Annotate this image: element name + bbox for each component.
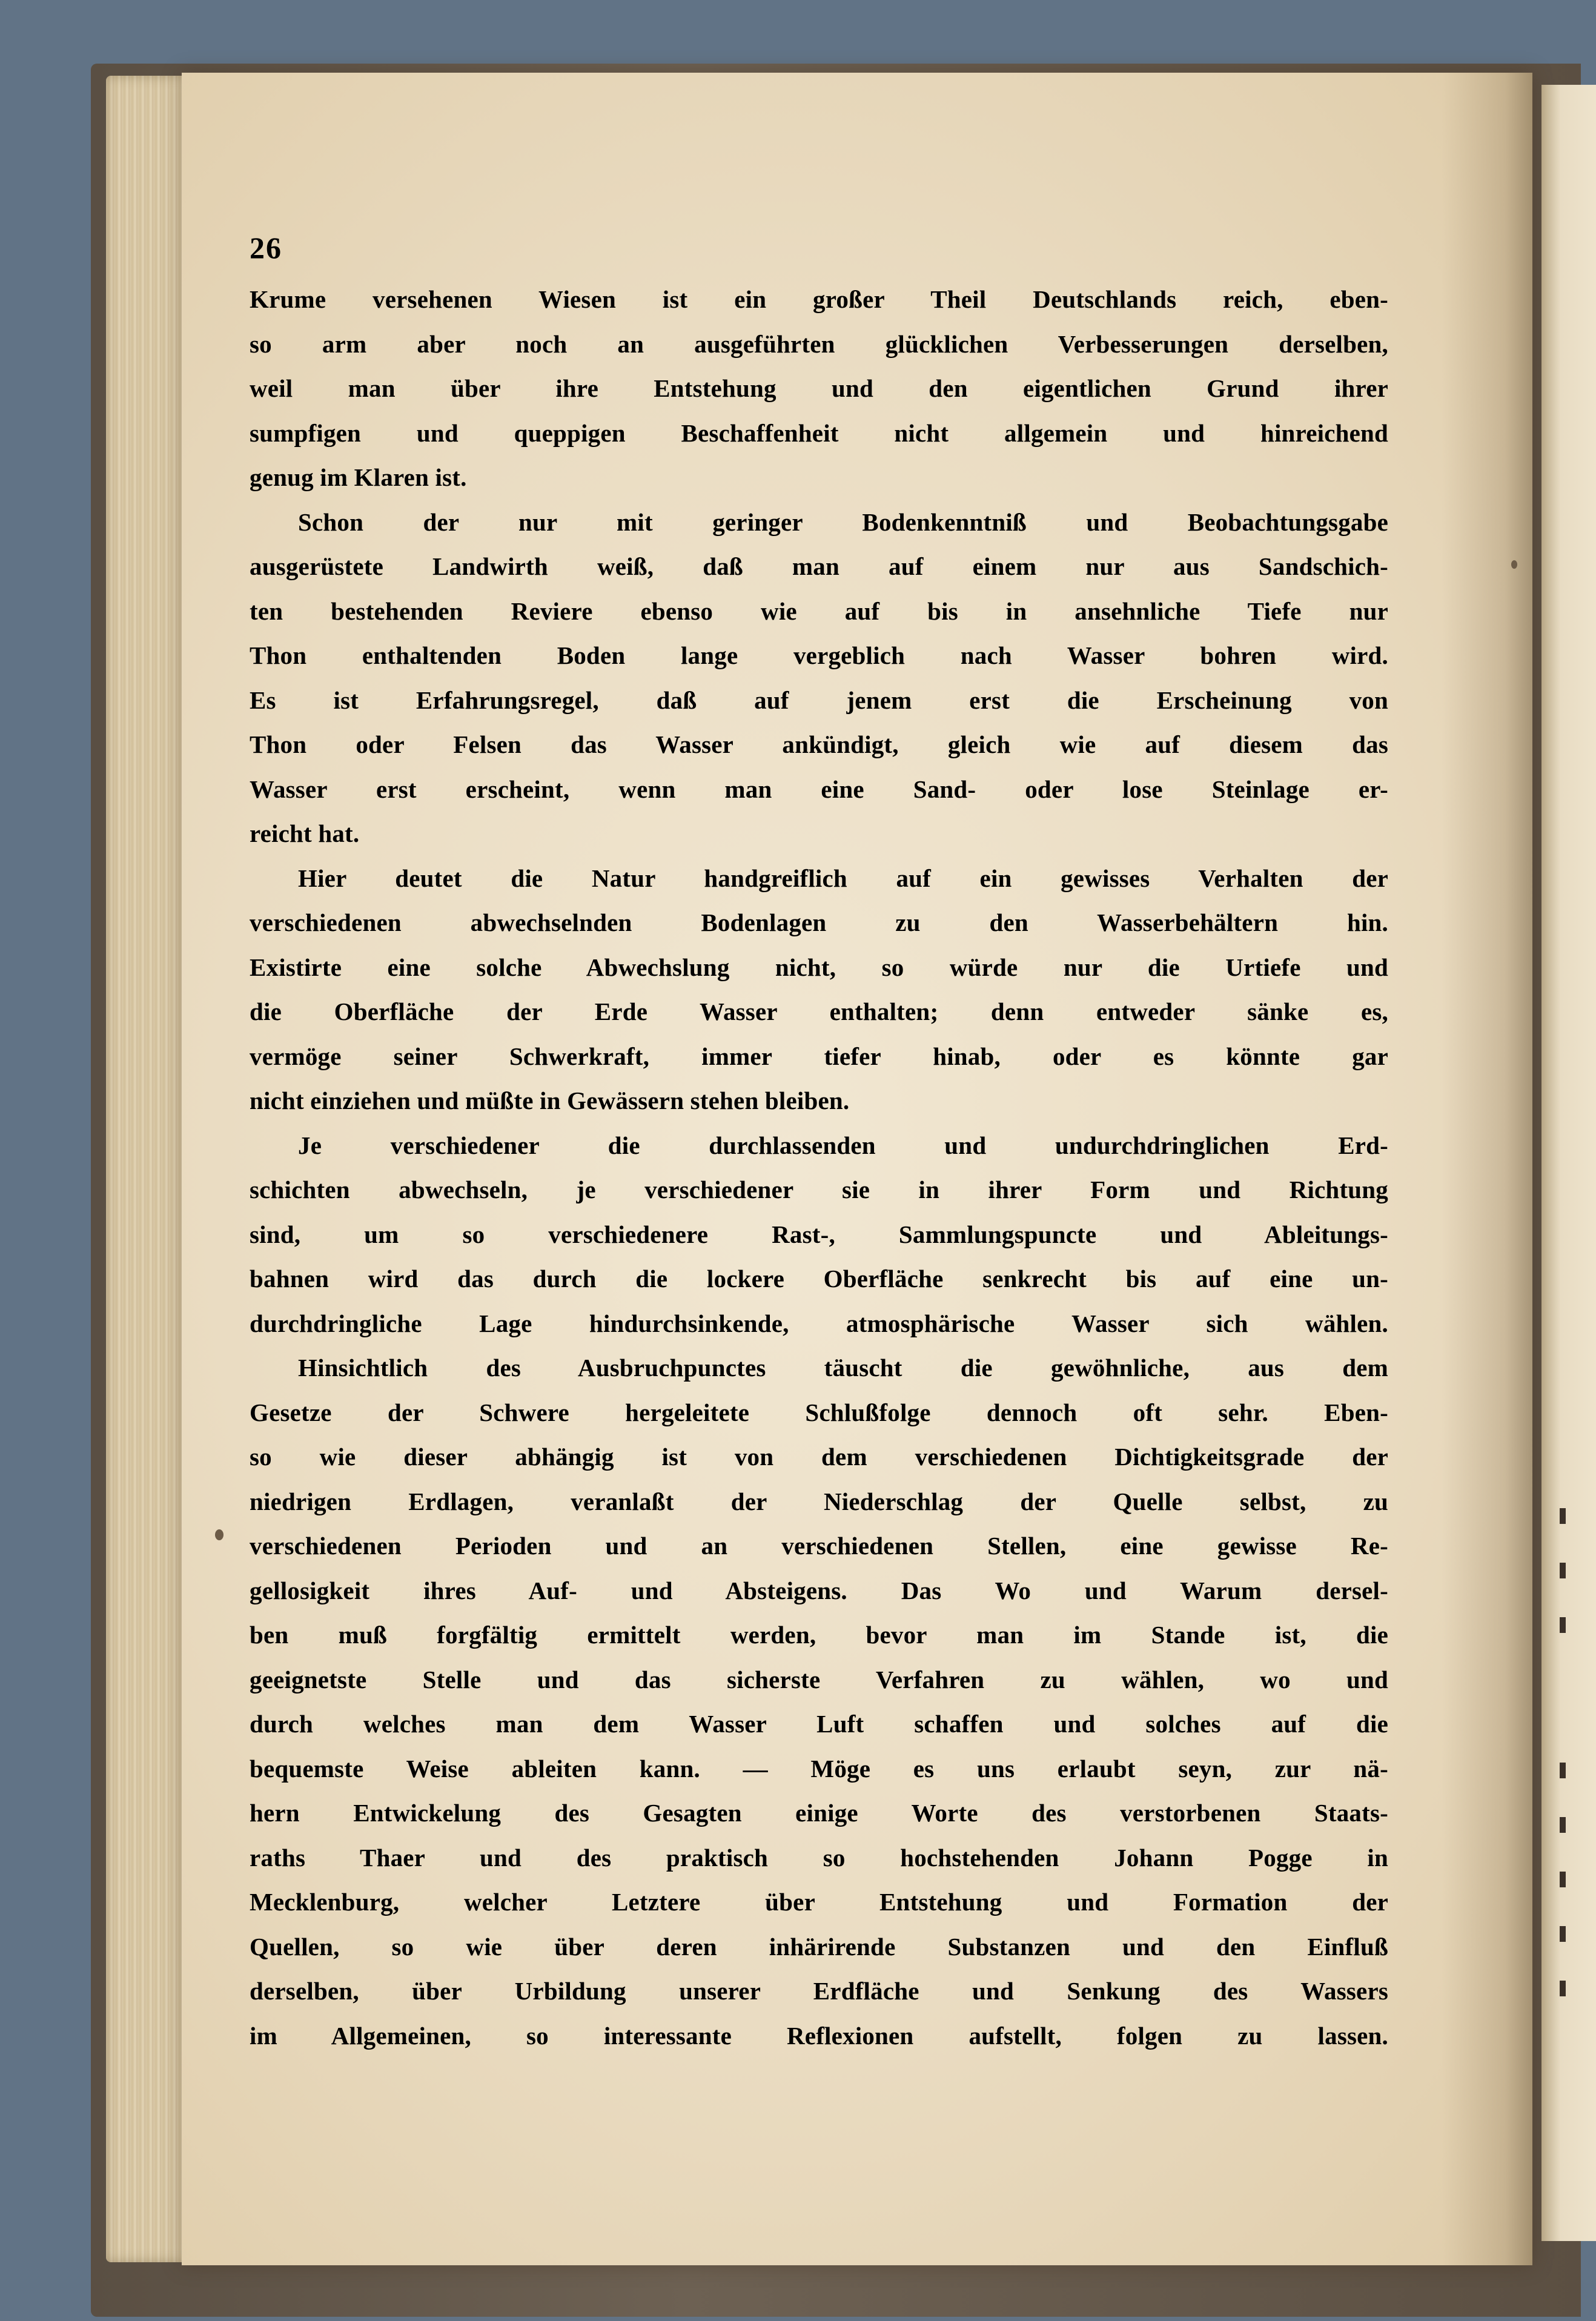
facing-page-text-fragment — [1560, 1926, 1566, 1942]
facing-page-text-fragment — [1560, 1817, 1566, 1833]
facing-page-text-fragment — [1560, 1981, 1566, 1996]
text-line: Schon der nur mit geringer Bodenkenntniß und Beobachtungsgabe — [298, 508, 1388, 536]
facing-page-text-fragment — [1560, 1763, 1566, 1778]
ink-spot — [215, 1529, 224, 1540]
text-line: ausgerüstete Landwirth weiß, daß man auf einem nur aus Sandschich- — [250, 552, 1388, 580]
text-line: im Allgemeinen, so interessante Reflexionen aufstellt, folgen zu lassen. — [250, 2021, 1388, 2050]
facing-page — [1541, 85, 1596, 2241]
text-line: verschiedenen Perioden und an verschiedenen Stellen, eine gewisse Re- — [250, 1532, 1388, 1560]
text-line: schichten abwechseln, je verschiedener sie in ihrer Form und Richtung — [250, 1176, 1388, 1204]
text-line: derselben, über Urbildung unserer Erdfläche und Senkung des Wassers — [250, 1977, 1388, 2005]
text-line: Thon enthaltenden Boden lange vergeblich nach Wasser bohren wird. — [250, 641, 1388, 669]
text-line: nicht einziehen und müßte in Gewässern stehen bleiben. — [250, 1087, 850, 1114]
page-number: 26 — [250, 231, 282, 265]
text-line: durch welches man dem Wasser Luft schaffen und solches auf die — [250, 1710, 1388, 1738]
facing-page-text-fragment — [1560, 1617, 1566, 1633]
text-line: bequemste Weise ableiten kann. — Möge es uns erlaubt seyn, zur nä- — [250, 1754, 1388, 1783]
text-line: weil man über ihre Entstehung und den eigentlichen Grund ihrer — [250, 374, 1388, 402]
text-line: ben muß forgfältig ermittelt werden, bevor man im Stande ist, die — [250, 1621, 1388, 1649]
text-line: verschiedenen abwechselnden Bodenlagen zu den Wasserbehältern hin. — [250, 909, 1388, 936]
text-line: hern Entwickelung des Gesagten einige Worte des verstorbenen Staats- — [250, 1799, 1388, 1827]
text-line: Gesetze der Schwere hergeleitete Schlußfolge dennoch oft sehr. Eben- — [250, 1398, 1388, 1426]
facing-page-text-fragment — [1560, 1872, 1566, 1887]
text-line: gellosigkeit ihres Auf- und Absteigens. Das Wo und Warum dersel- — [250, 1576, 1388, 1604]
facing-page-text-fragment — [1560, 1508, 1566, 1524]
text-line: raths Thaer und des praktisch so hochstehenden Johann Pogge in — [250, 1843, 1388, 1872]
text-line: Hier deutet die Natur handgreiflich auf ein gewisses Verhalten der — [298, 864, 1388, 892]
text-line: Wasser erst erscheint, wenn man eine Sand- oder lose Steinlage er- — [250, 775, 1388, 803]
text-line: Quellen, so wie über deren inhärirende Substanzen und den Einfluß — [250, 1932, 1388, 1961]
ink-spot — [1511, 560, 1517, 569]
body-text — [250, 277, 1388, 2058]
facing-page-text-fragment — [1560, 1563, 1566, 1578]
text-line: Hinsichtlich des Ausbruchpunctes täuscht die gewöhnliche, aus dem — [298, 1354, 1388, 1382]
text-line: sumpfigen und queppigen Beschaffenheit nicht allgemein und hinreichend — [250, 419, 1388, 447]
text-line: geeignetste Stelle und das sicherste Verfahren zu wählen, wo und — [250, 1665, 1388, 1694]
text-line: Krume versehenen Wiesen ist ein großer Theil Deutschlands reich, eben- — [250, 285, 1388, 313]
text-line: durchdringliche Lage hindurchsinkende, atmosphärische Wasser sich wählen. — [250, 1309, 1388, 1337]
text-line: Existirte eine solche Abwechslung nicht, so würde nur die Urtiefe und — [250, 953, 1388, 981]
text-line: sind, um so verschiedenere Rast-, Sammlungspuncte und Ableitungs- — [250, 1220, 1388, 1248]
text-line: reicht hat. — [250, 819, 360, 847]
text-line: niedrigen Erdlagen, veranlaßt der Niederschlag der Quelle selbst, zu — [250, 1487, 1388, 1515]
text-line: Es ist Erfahrungsregel, daß auf jenem erst die Erscheinung von — [250, 686, 1388, 714]
page-gutter-shadow — [1442, 73, 1532, 2265]
text-line: die Oberfläche der Erde Wasser enthalten; denn entweder sänke es, — [250, 998, 1388, 1025]
text-line: bahnen wird das durch die lockere Oberfläche senkrecht bis auf eine un- — [250, 1265, 1388, 1293]
text-line: Mecklenburg, welcher Letztere über Entstehung und Formation der — [250, 1888, 1388, 1916]
text-line: vermöge seiner Schwerkraft, immer tiefer hinab, oder es könnte gar — [250, 1042, 1388, 1070]
text-line: genug im Klaren ist. — [250, 463, 467, 491]
text-line: Thon oder Felsen das Wasser ankündigt, gleich wie auf diesem das — [250, 730, 1388, 758]
text-line: ten bestehenden Reviere ebenso wie auf bis in ansehnliche Tiefe nur — [250, 597, 1388, 625]
text-line: so wie dieser abhängig ist von dem verschiedenen Dichtigkeitsgrade der — [250, 1443, 1388, 1471]
text-line: so arm aber noch an ausgeführten glücklichen Verbesserungen derselben, — [250, 329, 1388, 358]
text-line: Je verschiedener die durchlassenden und undurchdringlichen Erd- — [298, 1131, 1388, 1159]
